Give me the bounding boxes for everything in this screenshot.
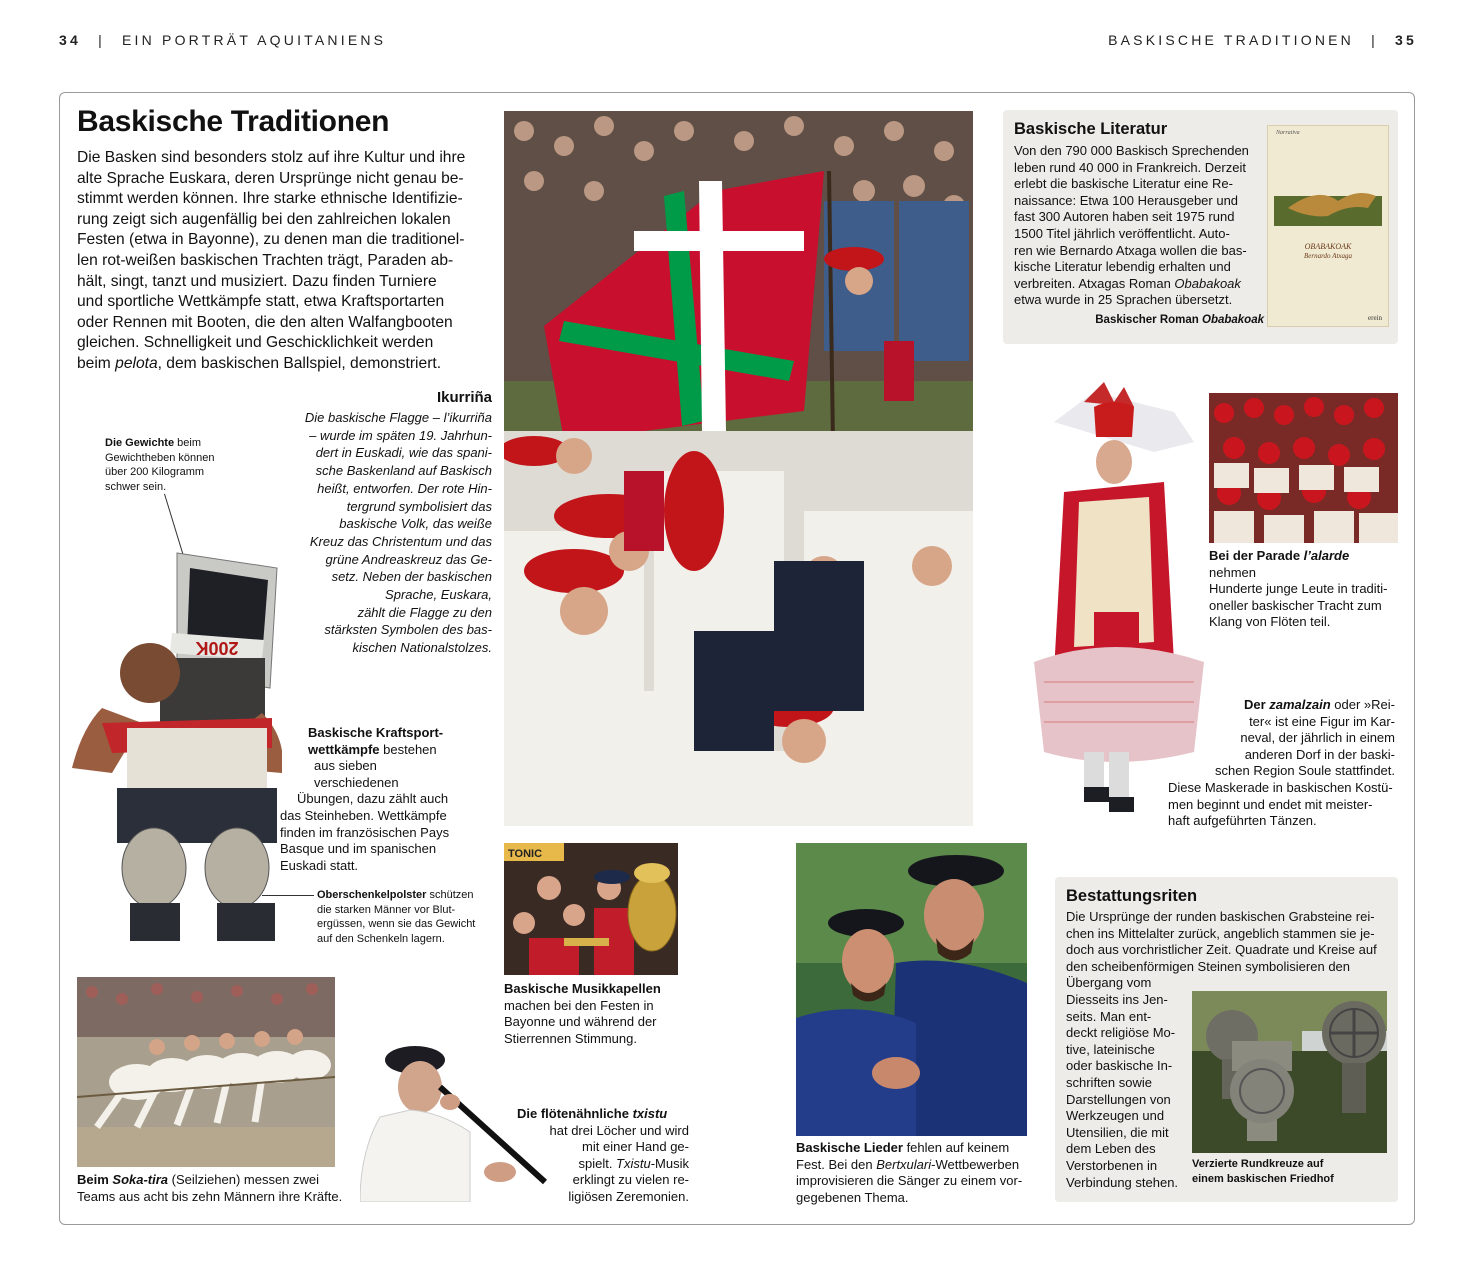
book-caption: Baskischer Roman Obabakoak bbox=[1095, 313, 1264, 326]
ikurrina-line: setz. Neben der baskischen bbox=[331, 569, 492, 585]
running-header-right bbox=[1108, 32, 1417, 48]
ikurrina-line: kischen Nationalstolzes. bbox=[352, 640, 492, 656]
ikurrina-line: tergrund symbolisiert das bbox=[346, 498, 492, 514]
gravestones-photo bbox=[1192, 991, 1387, 1153]
soka-tira-photo bbox=[77, 977, 335, 1167]
kraftsport-line: das Steinheben. Wettkämpfe bbox=[280, 807, 447, 823]
weights-line: Gewichtheben können bbox=[105, 451, 215, 464]
ikurrina-line: Sprache, Euskara, bbox=[385, 587, 492, 603]
header-right-title: BASKISCHE TRADITIONEN bbox=[1108, 32, 1354, 48]
ikurrina-line: Kreuz das Christentum und das bbox=[309, 533, 492, 549]
basque-singers-photo bbox=[796, 843, 1027, 1136]
intro-line: len rot-weißen baskischen Trachten trägt, Paraden ab- bbox=[77, 251, 454, 269]
ikurrina-line: heißt, entworfen. Der rote Hin- bbox=[317, 480, 492, 496]
literature-line: 1500 Titel jährlich veröffentlicht. Auto- bbox=[1014, 225, 1230, 241]
ikurrina-line: sche Baskenland auf Baskisch bbox=[315, 463, 492, 479]
burial-line: Verbindung stehen. bbox=[1066, 1174, 1179, 1190]
running-header-left bbox=[59, 32, 386, 48]
page-number-left: 34 bbox=[59, 32, 81, 48]
header-separator-right: | bbox=[1371, 32, 1378, 48]
ikurrina-line: baskische Volk, das weiße bbox=[339, 516, 492, 532]
ikurrina-line: Die baskische Flagge – l’ikurriña bbox=[304, 410, 492, 425]
book-publisher: erein bbox=[1368, 314, 1382, 322]
burial-line: tive, lateinische bbox=[1066, 1041, 1155, 1057]
zamalzain-line: schen Region Soule stattfindet. bbox=[1215, 763, 1395, 779]
kraftsport-line: aus sieben verschiedenen bbox=[314, 758, 399, 790]
book-author: Bernardo Atxaga bbox=[1303, 252, 1353, 260]
burial-line: Werkzeugen und bbox=[1066, 1108, 1165, 1124]
weights-line: über 200 Kilogramm bbox=[105, 466, 205, 478]
zamalzain-caption: Der zamalzain oder »Rei- ter« ist eine Figur im Kar- neval, der jährlich in einem anderen Dorf in der baski- schen Region Soule stattfindet. Diese Maskerade in baskischen Kostü- men beginnt und endet mit meister- haft aufgeführten Tänzen. bbox=[1160, 697, 1395, 830]
burial-line: Utensilien, die mit bbox=[1066, 1124, 1169, 1140]
literature-line: leben rund 40 000 in Frankreich. Derzeit bbox=[1014, 159, 1246, 175]
burial-line: schriften sowie bbox=[1066, 1074, 1152, 1090]
weights-line: schwer sein. bbox=[105, 480, 167, 493]
burial-line: Die Ursprünge der runden baskischen Grabsteine rei- bbox=[1066, 909, 1375, 924]
txistu-line: hat drei Löcher und wird bbox=[549, 1122, 689, 1138]
gravestones-line: Verzierte Rundkreuze auf bbox=[1192, 1158, 1324, 1170]
burial-title: Bestattungsriten bbox=[1066, 887, 1198, 905]
intro-text bbox=[77, 148, 497, 375]
burial-line: seits. Man ent- bbox=[1066, 1008, 1152, 1024]
kraftsport-line: Übungen, dazu zählt auch bbox=[297, 791, 449, 807]
singers-line: gegebenen Thema. bbox=[796, 1189, 909, 1205]
zamalzain-line: neval, der jährlich in einem bbox=[1240, 730, 1395, 746]
intro-line: hält, singt, tanzt und musiziert. Dazu finden Turniere bbox=[77, 272, 437, 290]
burial-line: doch aus vorchristlicher Zeit. Quadrate und Kreise auf bbox=[1066, 942, 1377, 958]
zamalzain-line: anderen Dorf in der baski- bbox=[1244, 746, 1395, 762]
burial-line: deckt religiöse Mo- bbox=[1066, 1025, 1176, 1041]
soka-line: Teams aus acht bis zehn Männern ihre Kräfte. bbox=[77, 1188, 343, 1204]
intro-line: und sportliche Wettkämpfe statt, etwa Kraftsportarten bbox=[77, 293, 445, 311]
page-number-right: 35 bbox=[1395, 32, 1417, 48]
kraftsport-line: Basque und im spanischen bbox=[280, 841, 437, 857]
burial-line: dem Leben des bbox=[1066, 1141, 1156, 1157]
kraftsport-line: finden im französischen Pays bbox=[280, 824, 450, 840]
leader-line bbox=[262, 895, 314, 896]
music-band-photo bbox=[504, 843, 678, 975]
burial-line: Übergang vom bbox=[1066, 975, 1152, 991]
literature-title: Baskische Literatur bbox=[1014, 120, 1168, 138]
kraftsport-line: Euskadi statt. bbox=[280, 857, 359, 873]
zamalzain-line: ter« ist eine Figur im Kar- bbox=[1249, 713, 1395, 729]
header-left-title: EIN PORTRÄT AQUITANIENS bbox=[122, 32, 387, 48]
alarde-line: Klang von Flöten teil. bbox=[1209, 614, 1331, 630]
header-separator: | bbox=[98, 32, 105, 48]
thigh-line: die starken Männer vor Blut- bbox=[317, 903, 456, 916]
burial-line: Diesseits ins Jen- bbox=[1066, 991, 1168, 1007]
singers-caption: Baskische Lieder fehlen auf keinem Fest. Bei den Bertxulari-Wettbewerben improvisieren die Sänger zu einem vor- gegebenen Thema. bbox=[796, 1140, 1036, 1206]
burial-line: Darstellungen von bbox=[1066, 1091, 1171, 1107]
intro-line: gleichen. Schnelligkeit und Geschicklichkeit werden bbox=[77, 334, 434, 352]
thigh-line: auf den Schenkeln lagern. bbox=[317, 932, 445, 945]
literature-line: naissance: Etwa 100 Herausgeber und bbox=[1014, 192, 1239, 208]
book-series: Narrativa bbox=[1276, 130, 1300, 136]
literature-line: ren wie Bernardo Atxaga wollen die bas- bbox=[1014, 242, 1247, 258]
stone-lifter-photo bbox=[72, 548, 282, 943]
txistu-caption: Die flötenähnliche txistu hat drei Löcher und wird mit einer Hand ge- spielt. Txistu-Musik erklingt zu vielen re- ligiösen Zeremonien. bbox=[517, 1106, 689, 1204]
burial-line: chen ins Mittelalter zurück, angeblich stammen sie je- bbox=[1066, 925, 1375, 941]
singers-line: improvisieren die Sänger zu einem vor- bbox=[796, 1173, 1023, 1189]
intro-line: Die Basken sind besonders stolz auf ihre Kultur und ihre bbox=[77, 149, 466, 166]
txistu-line: erklingt zu vielen re- bbox=[572, 1172, 689, 1188]
thigh-line: ergüssen, wenn sie das Gewicht bbox=[317, 918, 476, 930]
stone-label: 200K bbox=[195, 638, 239, 658]
article-title: Baskische Traditionen bbox=[77, 105, 390, 138]
intro-line: Festen (etwa in Bayonne), zu denen man die traditionel- bbox=[77, 231, 465, 249]
book-title: OBABAKOAK bbox=[1304, 242, 1352, 251]
literature-line: fast 300 Autoren haben seit 1975 rund bbox=[1014, 209, 1235, 225]
alarde-caption: Bei der Parade l’alarde nehmen Hunderte junge Leute in traditi- oneller baskischer Tracht zum Klang von Flöten teil. bbox=[1209, 548, 1399, 631]
intro-line: stimmt werden können. Ihre starke ethnische Identifizie- bbox=[77, 190, 463, 208]
intro-line: beim pelota, dem baskischen Ballspiel, demonstriert. bbox=[77, 354, 442, 372]
literature-line: Von den 790 000 Baskisch Sprechenden bbox=[1014, 143, 1249, 158]
intro-line: alte Sprache Euskara, deren Ursprünge nicht genau be- bbox=[77, 169, 464, 187]
literature-content: Baskische Literatur Von den 790 000 Baskisch Sprechenden leben rund 40 000 in Frankreich. Derzeit erlebt die baskische Literatur eine Re- naissance: Etwa 100 Herausgeber und fast 300 Autoren haben seit 1975 rund 1500 Titel jährlich veröffentlicht. Auto- ren wie Bernardo Atxaga wollen die bas- kische Literatur lebendig erhalten und verbreiten. Atxagas Roman Obabakoak etwa wurde in 25 Sprachen übersetzt. Baskischer Roman Obabakoak bbox=[1014, 120, 1264, 326]
basque-flag-crowd-photo bbox=[504, 111, 973, 826]
banner-text: TONIC bbox=[508, 848, 543, 860]
music-line: Stierrennen Stimmung. bbox=[504, 1030, 637, 1046]
zamalzain-line: Diese Maskerade in baskischen Kostü- bbox=[1168, 779, 1393, 795]
alarde-parade-photo bbox=[1209, 393, 1398, 543]
gravestones-caption bbox=[1192, 1157, 1392, 1186]
burial-line: den scheibenförmigen Steinen symbolisieren den bbox=[1066, 958, 1351, 974]
alarde-line: oneller baskischer Tracht zum bbox=[1209, 597, 1382, 613]
intro-line: oder Rennen mit Booten, die den alten Walfangbooten bbox=[77, 313, 453, 331]
music-band-caption: Baskische Musikkapellen machen bei den Festen in Bayonne und während der Stierrennen Stimmung. bbox=[504, 981, 684, 1047]
burial-line: Verstorbenen in bbox=[1066, 1157, 1158, 1173]
literature-line: etwa wurde in 25 Sprachen übersetzt. bbox=[1014, 292, 1233, 308]
ikurrina-line: – wurde im späten 19. Jahrhun- bbox=[309, 427, 492, 443]
ikurrina-block bbox=[276, 389, 492, 657]
music-line: machen bei den Festen in bbox=[504, 997, 654, 1013]
ikurrina-line: zählt die Flagge zu den bbox=[357, 604, 492, 620]
book-cover bbox=[1267, 125, 1389, 327]
txistu-line: mit einer Hand ge- bbox=[582, 1139, 689, 1155]
txistu-line: ligiösen Zeremonien. bbox=[568, 1188, 689, 1204]
literature-line: erlebt die baskische Literatur eine Re- bbox=[1014, 176, 1233, 192]
zamalzain-line: haft aufgeführten Tänzen. bbox=[1168, 813, 1317, 829]
alarde-line: Hunderte junge Leute in traditi- bbox=[1209, 581, 1388, 597]
weights-caption: Die Gewichte beim Gewichtheben können über 200 Kilogramm schwer sein. bbox=[105, 436, 255, 494]
thigh-pad-caption: Oberschenkelpolster schützen die starken Männer vor Blut- ergüssen, wenn sie das Gewicht auf den Schenkeln lagern. bbox=[317, 888, 492, 946]
ikurrina-title: Ikurriña bbox=[436, 389, 492, 406]
gravestones-line: einem baskischen Friedhof bbox=[1192, 1172, 1334, 1185]
literature-line: kische Literatur lebendig erhalten und bbox=[1014, 259, 1231, 275]
burial-line: oder baskische In- bbox=[1066, 1058, 1173, 1074]
intro-line: rung zeigt sich augenfällig bei den zahlreichen lokalen bbox=[77, 210, 451, 228]
ikurrina-line: grüne Andreaskreuz das Ge- bbox=[325, 551, 492, 567]
soka-tira-caption: Beim Soka-tira (Seilziehen) messen zwei Teams aus acht bis zehn Männern ihre Kräfte. bbox=[77, 1172, 347, 1205]
zamalzain-line: men beginnt und endet mit meister- bbox=[1168, 796, 1373, 812]
ikurrina-line: stärksten Symbolen des bas- bbox=[324, 622, 492, 638]
music-line: Bayonne und während der bbox=[504, 1014, 657, 1030]
kraftsport-caption: Baskische Kraftsport- wettkämpfe bestehen aus sieben verschiedenen Übungen, dazu zählt auch das Steinheben. Wettkämpfe finden im französischen Pays Basque und im spanischen Euskadi statt. bbox=[280, 725, 465, 874]
ikurrina-line: dert in Euskadi, wie das spani- bbox=[315, 445, 492, 461]
